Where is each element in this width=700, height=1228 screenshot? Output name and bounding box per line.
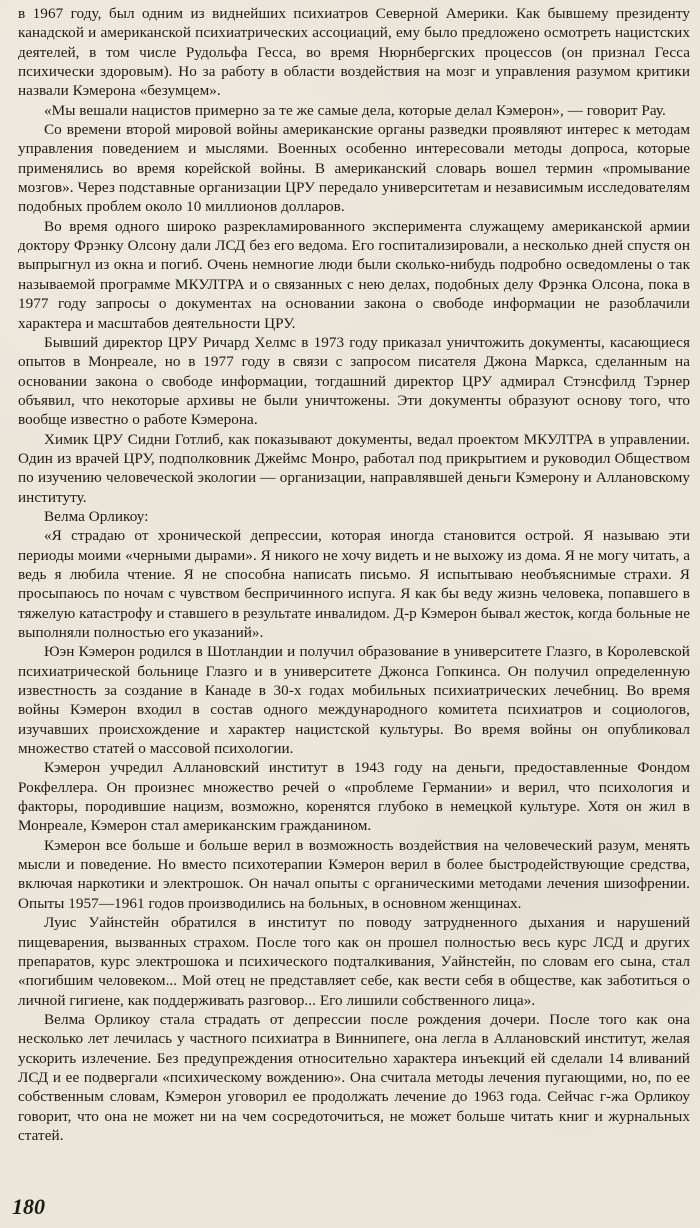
paragraph-9: Юэн Кэмерон родился в Шотландии и получил образование в университете Глазго, в Королевской психиатрической больнице Глазго и в университете Джонса Гопкинса. Он получил определенную известность за создание в Канаде в 30-х годах мобильных психиатрических лечебниц. Во время войны Кэмерон входил в состав одного международного комитета психиатров и социологов, изучавших происхождение и характер нацистской культуры. Во время войны он опубликовал множество статей о массовой психологии. [18, 643, 690, 758]
paragraph-10: Кэмерон учредил Аллановский институт в 1943 году на деньги, предоставленные Фондом Рокфеллера. Он произнес множество речей о «проблеме Германии» и верил, что психология и факторы, породившие нацизм, возможно, коренятся глубоко в немецкой культуре. Хотя он жил в Монреале, Кэмерон стал американским гражданином. [18, 759, 690, 835]
paragraph-12: Луис Уайнстейн обратился в институт по поводу затрудненного дыхания и нарушений пищеварения, вызванных страхом. После того как он прошел полностью весь курс ЛСД и других препаратов, курс электрошока и психического подталкивания, Уайнстейн, по словам его сына, стал «погибшим человеком... Мой отец не представляет себе, как вести себя в обществе, как заботиться о личной гигиене, как поддерживать разговор... Его лишили собственного лица». [18, 914, 690, 1009]
paragraph-3: Со времени второй мировой войны американские органы разведки проявляют интерес к методам управления поведением и мыслями. Военных особенно интересовали методы допроса, которые применялись во время корейской войны. В американский словарь вошел термин «промывание мозгов». Через подставные организации ЦРУ передало университетам и независимым исследователям подобных проблем около 10 миллионов долларов. [18, 121, 690, 216]
paragraph-2: «Мы вешали нацистов примерно за те же самые дела, которые делал Кэмерон», — говорит Рау. [44, 101, 666, 119]
paragraph-5: Бывший директор ЦРУ Ричард Хелмс в 1973 году приказал уничтожить документы, касающиеся опытов в Монреале, но в 1977 году в связи с запросом писателя Джона Маркса, сделанным на основании закона о свободе информации, тогдашний директор ЦРУ адмирал Стэнсфилд Тэрнер объявил, что некоторые архивы не были уничтожены. Эти документы образуют основу того, что вообще известно о работе Кэмерона. [18, 333, 690, 429]
paragraph-1: в 1967 году, был одним из виднейших психиатров Северной Америки. Как бывшему президенту канадской и американской психиатрических ассоциаций, ему было предложено осмотреть нацистских деятелей, в том числе Рудольфа Гесса, во время Нюрнбергских процессов (он признал Гесса психически здоровым). Но за работу в области воздействия на мозг и управления разумом критики назвали Кэмерона «безумцем». [18, 5, 690, 100]
page-number: 180 [12, 1194, 45, 1219]
paragraph-6: Химик ЦРУ Сидни Готлиб, как показывают документы, ведал проектом МКУЛТРА в управлении. Один из врачей ЦРУ, подполковник Джеймс Монро, работал под прикрытием и руководил Обществом по изучению человеческой экологии — организации, направлявшей деньги Кэмерону и Аллановскому институту. [18, 430, 690, 506]
paragraph-11: Кэмерон все больше и больше верил в возможность воздействия на человеческий разум, менять мысли и поведение. Но вместо психотерапии Кэмерон верил в более быстродействующие средства, включая наркотики и электрошок. Он начал опыты с органическими методами лечения шизофрении. Опыты 1957—1961 годов производились на больных, в основном женщинах. [18, 836, 690, 912]
paragraph-8: «Я страдаю от хронической депрессии, которая иногда становится острой. Я называю эти периоды моими «черными дырами». Я никого не хочу видеть и не выхожу из дома. Я не могу читать, а ведь я любила чтение. Я не способна написать письмо. Я испытываю необъяснимые страхи. Я просыпаюсь по ночам с чувством беспричинного испуга. Я как бы веду жизнь человека, попавшего в тяжелую катастрофу и ставшего в результате инвалидом. Д-р Кэмерон бывал жесток, когда больные не выполняли полностью его указаний». [18, 527, 690, 641]
page-text [18, 4, 690, 1145]
paragraph-13: Велма Орликоу стала страдать от депрессии после рождения дочери. После того как она несколько лет лечилась у частного психиатра в Виннипеге, она легла в Аллановский институт, желая ускорить излечение. Без предупреждения относительно характера инъекций ей сделали 14 вливаний ЛСД и ее подвергали «психическому вождению». Она считала методы лечения пугающими, но, по ее собственным словам, Кэмерон уговорил ее продолжать лечение до 1963 года. Сейчас г-жа Орликоу говорит, что она не может ни на чем сосредоточиться, не может больше читать книг и журнальных статей. [18, 1010, 690, 1144]
paragraph-7: Велма Орликоу: [44, 507, 149, 525]
paragraph-4: Во время одного широко разрекламированного эксперимента служащему американской армии доктору Фрэнку Олсону дали ЛСД без его ведома. Его госпитализировали, а несколько дней спустя он выпрыгнул из окна и погиб. Очень немногие люди были сколько-нибудь подробно осведомлены о так называемой программе МКУЛТРА и о связанных с нею делах, подобных делу Фрэнка Олсона, пока в 1977 году запросы о документах на основании закона о свободе информации не разоблачили характера и масштабов деятельности ЦРУ. [18, 217, 690, 332]
